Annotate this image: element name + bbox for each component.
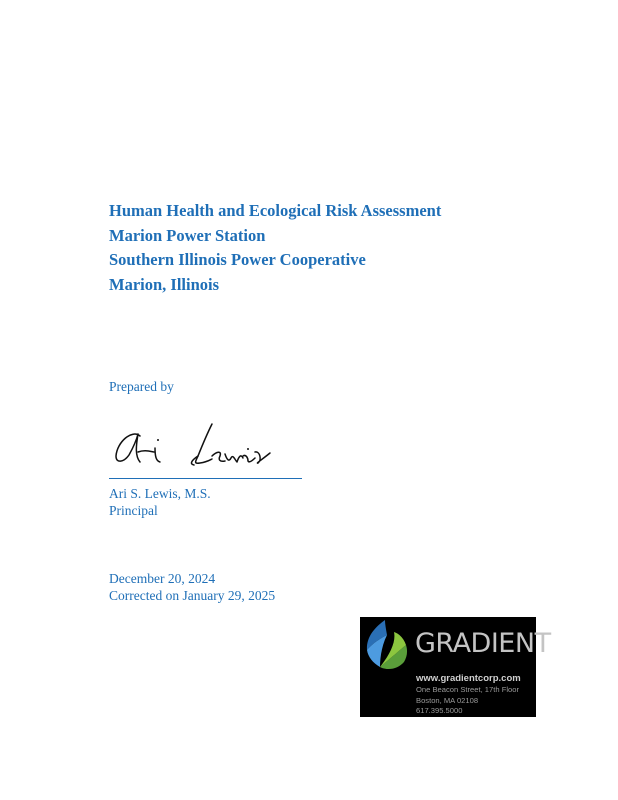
logo-address bbox=[416, 685, 519, 717]
logo-wordmark: GRADIENT bbox=[415, 628, 551, 659]
date-block bbox=[109, 570, 275, 604]
gradient-logo bbox=[360, 617, 551, 717]
logo-address-line: One Beacon Street, 17th Floor bbox=[416, 685, 519, 694]
logo-address-line: 617.395.5000 bbox=[416, 706, 463, 715]
signature-line bbox=[109, 478, 302, 479]
title-line-4: Marion, Illinois bbox=[109, 274, 220, 294]
title-line-2: Marion Power Station bbox=[109, 225, 266, 245]
signature-image bbox=[112, 412, 292, 472]
gradient-leaf-icon bbox=[360, 617, 416, 677]
prepared-by-label: Prepared by bbox=[109, 379, 174, 394]
issue-date: December 20, 2024 bbox=[109, 571, 216, 586]
logo-url: www.gradientcorp.com bbox=[416, 673, 521, 684]
author-title: Principal bbox=[109, 503, 158, 518]
title-line-3: Southern Illinois Power Cooperative bbox=[109, 250, 366, 269]
author-block bbox=[109, 485, 211, 519]
author-name: Ari S. Lewis, M.S. bbox=[109, 486, 211, 501]
logo-address-line: Boston, MA 02108 bbox=[416, 695, 479, 705]
report-title bbox=[109, 199, 441, 297]
corrected-date: Corrected on January 29, 2025 bbox=[109, 588, 276, 603]
title-line-1: Human Health and Ecological Risk Assessment bbox=[109, 201, 442, 220]
